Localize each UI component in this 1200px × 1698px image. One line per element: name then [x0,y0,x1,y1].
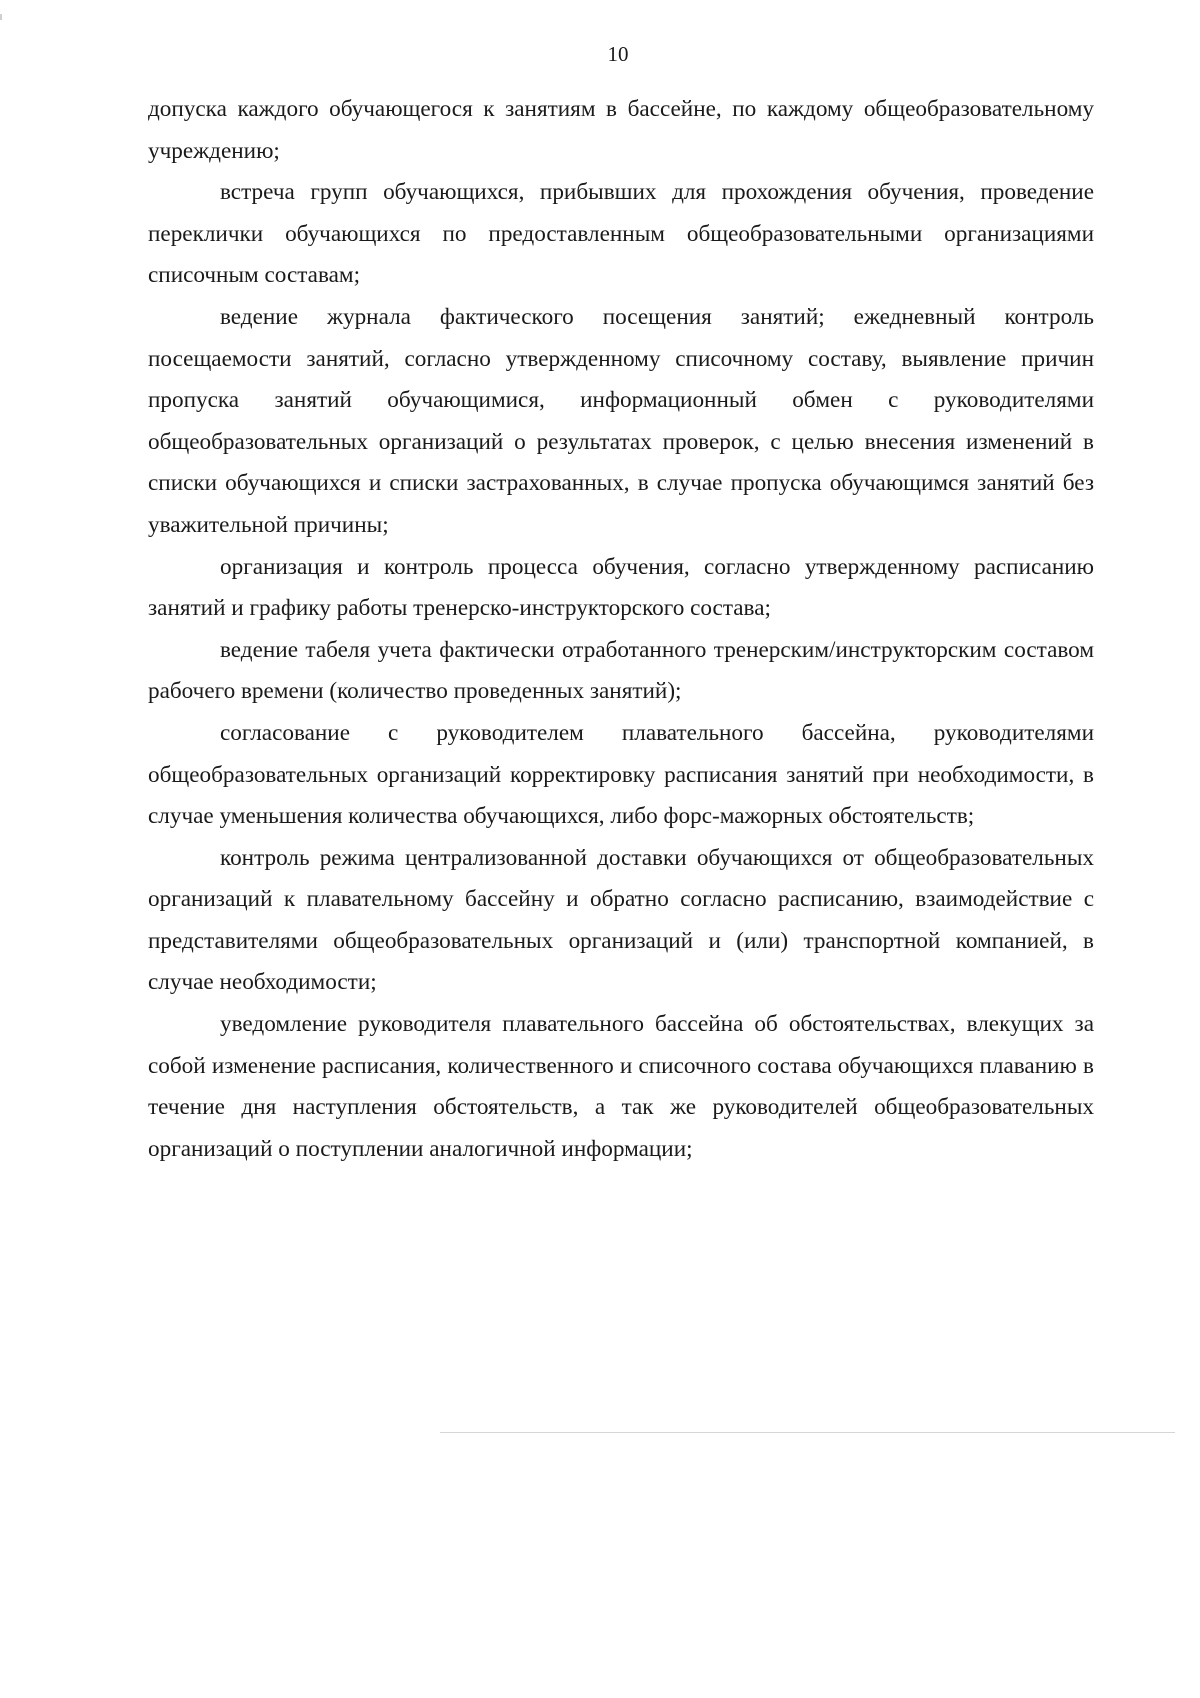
faint-scan-rule [440,1432,1175,1433]
page-number: 10 [607,42,629,66]
paragraph-training-control: организация и контроль процесса обучения, согласно утвержденному расписанию занятий и графику работы тренерско-инструкторского состава; [148,553,1094,622]
paragraph-attendance-journal: ведение журнала фактического посещения занятий; ежедневный контроль посещаемости занятий, согласно утвержденному списочному составу, выявление причин пропуска занятий обучающимися, информационный обмен с руководителями общеобразовательных организаций о результатах проверок, с целью внесения изменений в списки обучающихся и списки застрахованных, в случае пропуска обучающимся занятий без уважительной причины; [148,303,1094,538]
paragraph-schedule-adjustment: согласование с руководителем плавательного бассейна, руководителями общеобразовательных организаций корректировку расписания занятий при необходимости, в случае уменьшения количества обучающихся, либо форс-мажорных обстоятельств; [148,719,1094,830]
scan-speck-mark [0,14,2,20]
paragraph-continuation: допуска каждого обучающегося к занятиям в бассейне, по каждому общеобразовательному учреждению; [148,96,1094,164]
paragraph-group-meeting: встреча групп обучающихся, прибывших для прохождения обучения, проведение переклички обучающихся по предоставленным общеобразовательными организациями списочным составам; [148,179,1094,289]
paragraph-timesheet: ведение табеля учета фактически отработанного тренерским/инструкторским составом рабочего времени (количество проведенных занятий); [148,636,1094,705]
paragraph-notification: уведомление руководителя плавательного бассейна об обстоятельствах, влекущих за собой изменение расписания, количественного и списочного состава обучающихся плаванию в течение дня наступления обстоятельств, а так же руководителей общеобразовательных организаций о поступлении аналогичной информации; [148,1011,1094,1162]
document-body [148,89,1094,1170]
paragraph-transport-control: контроль режима централизованной доставки обучающихся от общеобразовательных организаций к плавательному бассейну и обратно согласно расписанию, взаимодействие с представителями общеобразовательных организаций и (или) транспортной компанией, в случае необходимости; [148,844,1094,996]
